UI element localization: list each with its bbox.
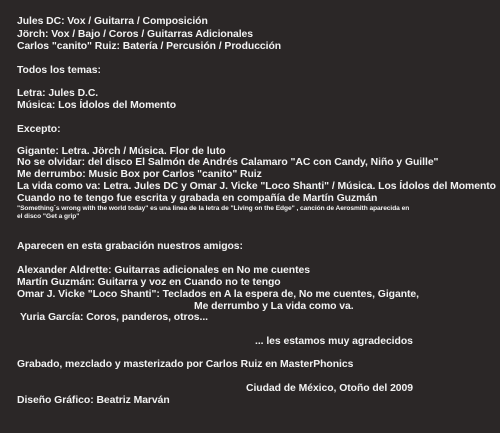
exception-line: Gigante: Letra. Jörch / Música. Flor de luto — [17, 146, 226, 157]
exception-line: Cuando no te tengo fue escrita y grabada en compañía de Martín Guzmán — [17, 193, 378, 204]
recording-credit: Grabado, mezclado y masterizado por Carlos Ruiz en MasterPhonics — [17, 359, 354, 370]
design-credit: Diseño Gráfico: Beatriz Marván — [17, 395, 170, 406]
footnote-line: el disco "Get a grip" — [17, 213, 80, 220]
friend-line: Alexander Aldrette: Guitarras adicionales en No me cuentes — [17, 265, 310, 276]
friend-line: Omar J. Vicke "Loco Shanti": Teclados en A la espera de, No me cuentes, Gigante, — [17, 289, 419, 300]
except-heading: Excepto: — [17, 124, 61, 135]
footnote-line: "Something´s wrong with the world today" es una linea de la letra de "Living on the Edge" , canción de Aerosmith aparecida en — [17, 205, 410, 212]
member-line: Jörch: Vox / Bajo / Coros / Guitarras Adicionales — [17, 29, 254, 40]
thanks-line: ... les estamos muy agradecidos — [255, 336, 413, 347]
friend-line: Yuria García: Coros, panderos, otros... — [20, 312, 209, 323]
all-songs-heading: Todos los temas: — [17, 65, 101, 76]
place-date: Ciudad de México, Otoño del 2009 — [246, 383, 413, 394]
exception-line: No se olvidar: del disco El Salmón de Andrés Calamaro "AC con Candy, Niño y Guille" — [17, 157, 439, 168]
lyrics-credit: Letra: Jules D.C. — [17, 88, 99, 99]
friend-line: Martín Guzmán: Guitarra y voz en Cuando no te tengo — [17, 277, 281, 288]
exception-line: La vida como va: Letra. Jules DC y Omar J. Vicke "Loco Shanti" / Música. Los Ídolos del Momento — [17, 181, 496, 192]
friends-heading: Aparecen en esta grabación nuestros amigos: — [17, 241, 243, 252]
friend-line: Me derrumbo y La vida como va. — [194, 301, 354, 312]
exception-line: Me derrumbo: Music Box por Carlos "canito" Ruiz — [17, 169, 262, 180]
member-line: Carlos "canito" Ruiz: Batería / Percusión / Producción — [17, 41, 282, 52]
music-credit: Música: Los Ídolos del Momento — [17, 100, 176, 111]
member-line: Jules DC: Vox / Guitarra / Composición — [17, 16, 208, 27]
